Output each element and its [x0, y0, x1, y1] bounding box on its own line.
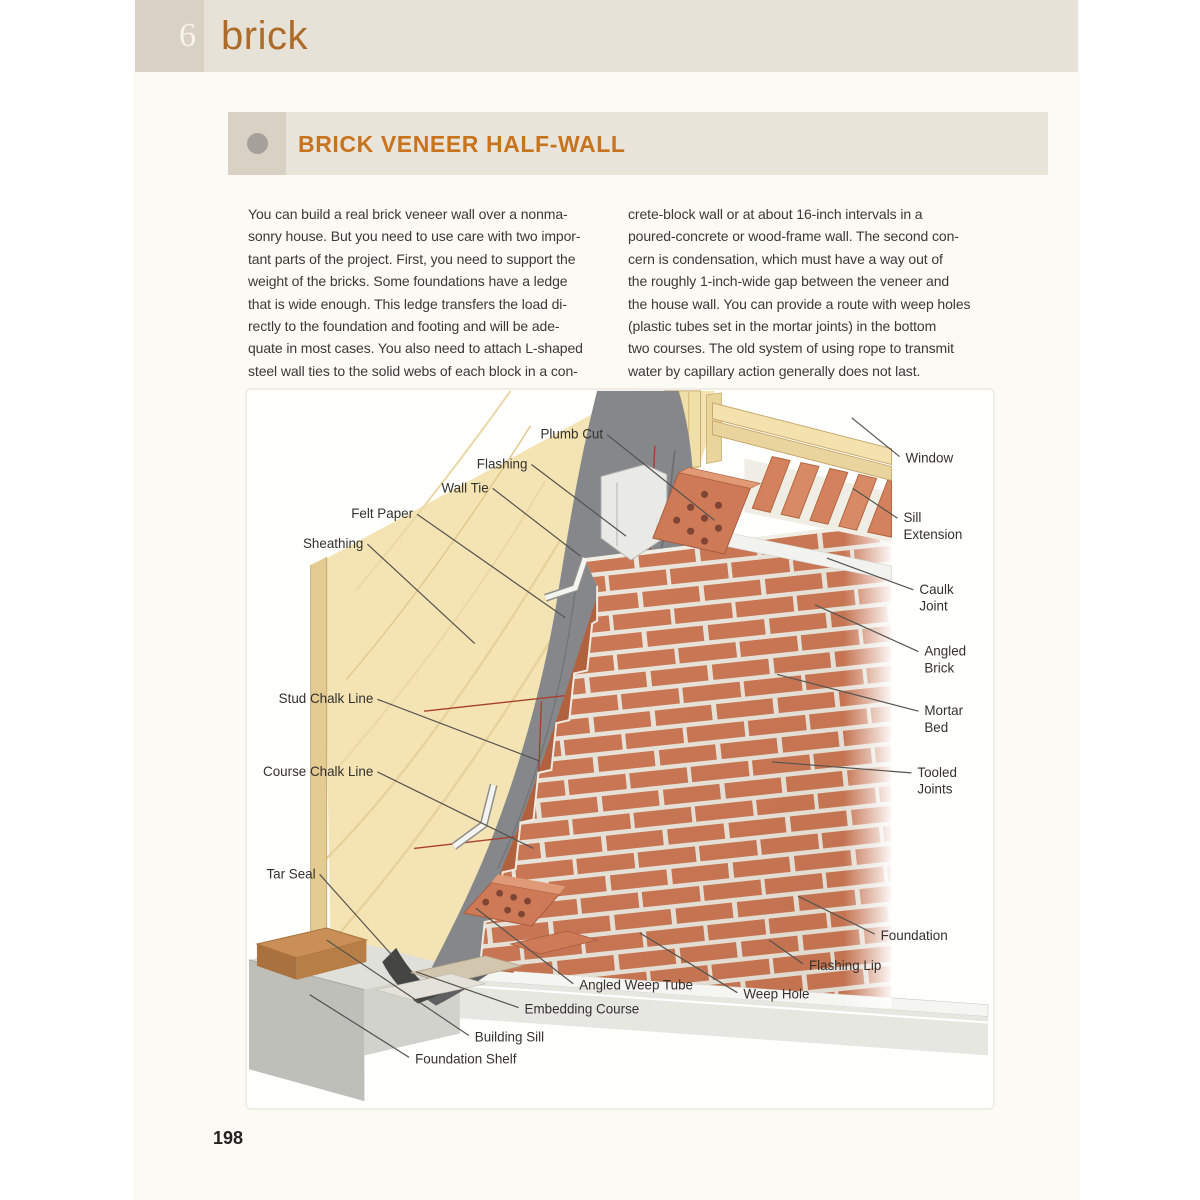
callout-felt-paper: Felt Paper	[351, 506, 414, 522]
callout-foundation: Foundation	[880, 927, 948, 943]
text-line: the roughly 1-inch-wide gap between the veneer and	[628, 273, 950, 290]
text-line: poured-concrete or wood-frame wall. The second con-	[628, 228, 959, 245]
text-line: water by capillary action generally does not last.	[628, 362, 921, 379]
text-line: (plastic tubes set in the mortar joints) in the bottom	[628, 318, 937, 335]
chapter-title: brick	[221, 14, 308, 58]
text-line: You can build a real brick veneer wall over a nonma-	[248, 206, 568, 222]
text-line: steel wall ties to the solid webs of each block in a con-	[248, 362, 578, 379]
chapter-number-box	[135, 0, 204, 72]
callout-flashing: Flashing	[476, 456, 528, 472]
bullet-circle-icon	[247, 133, 268, 154]
text-line: the house wall. You can provide a route with weep holes	[628, 295, 971, 312]
text-line: rectly to the foundation and footing and will be ade-	[248, 318, 560, 335]
brick-veneer-diagram	[247, 390, 993, 1108]
callout-embedding-course: Embedding Course	[524, 1001, 640, 1017]
callout-window: Window	[905, 450, 954, 466]
callout-sill-extension-1: Sill	[903, 510, 922, 526]
callout-building-sill: Building Sill	[474, 1029, 545, 1045]
section-title: BRICK VENEER HALF-WALL	[298, 131, 626, 157]
page-number: 198	[213, 1128, 244, 1148]
body-column-left	[248, 203, 608, 382]
callout-caulk-joint-2: Joint	[919, 598, 948, 614]
callout-weep-hole: Weep Hole	[743, 986, 810, 1002]
callout-wall-tie: Wall Tie	[441, 480, 489, 496]
section-bullet-box	[228, 112, 286, 175]
text-line: sonry house. But you need to use care with two impor-	[248, 228, 581, 245]
text-line: quate in most cases. You also need to attach L-shaped	[248, 340, 583, 357]
callout-mortar-bed-1: Mortar	[924, 703, 964, 719]
text-line: weight of the bricks. Some foundations have a ledge	[248, 273, 568, 290]
section-title-bar	[228, 112, 1048, 175]
callout-sill-extension-2: Extension	[903, 527, 963, 543]
text-line: crete-block wall or at about 16-inch intervals in a	[628, 206, 923, 222]
callout-tooled-joints-1: Tooled	[917, 764, 957, 780]
callout-tar-seal: Tar Seal	[266, 866, 316, 882]
callout-foundation-shelf: Foundation Shelf	[415, 1051, 517, 1067]
callout-caulk-joint-1: Caulk	[919, 581, 954, 597]
chapter-header-bar	[135, 0, 1078, 72]
callout-angled-weep-tube: Angled Weep Tube	[579, 977, 694, 993]
text-line: cern is condensation, which must have a way out of	[628, 250, 943, 267]
text-line: tant parts of the project. First, you need to support the	[248, 250, 576, 267]
chapter-number: 6	[179, 17, 196, 54]
callout-plumb-cut: Plumb Cut	[540, 426, 604, 442]
text-line: two courses. The old system of using rope to transmit	[628, 340, 954, 357]
callout-stud-chalk-line: Stud Chalk Line	[278, 691, 374, 707]
callout-angled-brick-1: Angled	[924, 643, 967, 659]
callout-course-chalk-line: Course Chalk Line	[263, 763, 374, 779]
callout-tooled-joints-2: Joints	[917, 781, 953, 797]
text-line: that is wide enough. This ledge transfers the load di-	[248, 295, 567, 312]
callout-sheathing: Sheathing	[302, 536, 364, 552]
callout-angled-brick-2: Brick	[924, 660, 955, 676]
body-column-right	[628, 203, 990, 382]
callout-mortar-bed-2: Bed	[924, 720, 949, 736]
diagram-panel	[245, 388, 995, 1110]
callout-flashing-lip: Flashing Lip	[808, 957, 882, 973]
